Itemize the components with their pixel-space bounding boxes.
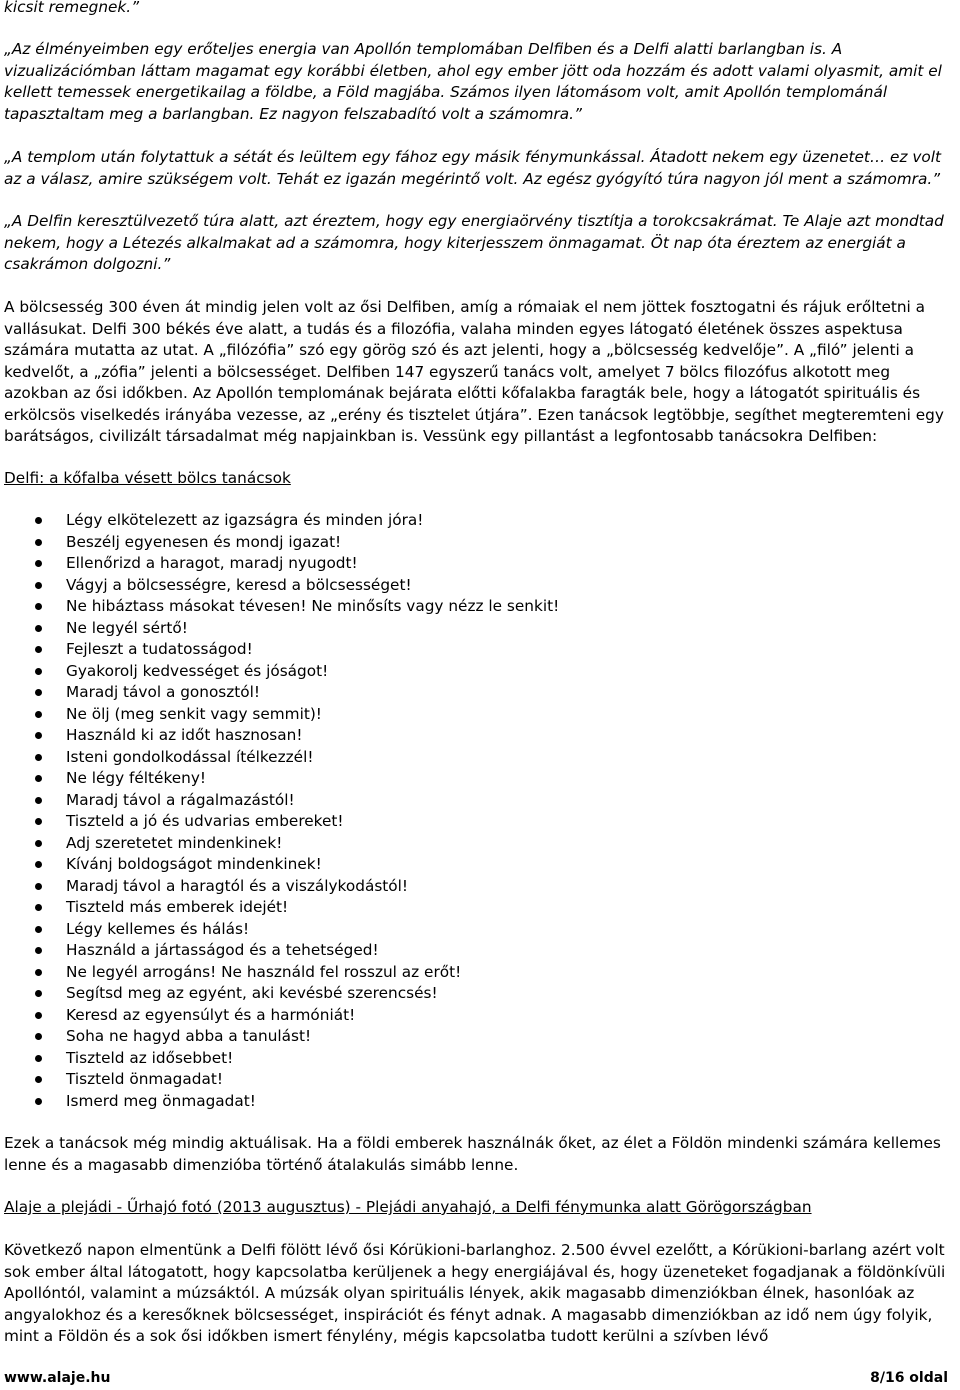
list-item: Ne hibáztass másokat tévesen! Ne minősíts vagy nézz le senkit! bbox=[4, 596, 904, 618]
bullet-icon bbox=[35, 947, 42, 954]
bullet-icon bbox=[35, 1055, 42, 1062]
bullet-icon bbox=[35, 711, 42, 718]
footer-site: www.alaje.hu bbox=[4, 1370, 111, 1386]
list-item: Légy kellemes és hálás! bbox=[4, 919, 904, 941]
list-item: Beszélj egyenesen és mondj igazat! bbox=[4, 532, 904, 554]
bullet-icon bbox=[35, 797, 42, 804]
bullet-icon bbox=[35, 603, 42, 610]
list-item: Használd a jártasságod és a tehetséged! bbox=[4, 940, 904, 962]
bullet-icon bbox=[35, 668, 42, 675]
bullet-icon bbox=[35, 1012, 42, 1019]
list-item: Használd ki az időt hasznosan! bbox=[4, 725, 904, 747]
page-footer bbox=[4, 1368, 948, 1390]
list-item: Tiszteld önmagadat! bbox=[4, 1069, 904, 1091]
section-heading-delfi-advice: Delfi: a kőfalba vésett bölcs tanácsok bbox=[4, 469, 291, 487]
bullet-icon bbox=[35, 926, 42, 933]
advice-list bbox=[4, 510, 904, 1112]
paragraph-testimonial-temple: „A templom után folytattuk a sétát és leültem egy fához egy másik fénymunkással. Átadott nekem egy üzenetet… ez volt az a válasz, amire szükségem volt. Tehát ez igazán megérintő volt. Az egész gyógyító túra nagyon jól ment a számomra.” bbox=[4, 148, 942, 188]
bullet-icon bbox=[35, 1076, 42, 1083]
list-item: Adj szeretetet mindenkinek! bbox=[4, 833, 904, 855]
paragraph-current-advice: Ezek a tanácsok még mindig aktuálisak. Ha a földi emberek használnák őket, az élet a Földön mindenki számára kellemes lenne és a magasabb dimenzióba történő átalakulás simább lenne. bbox=[4, 1134, 941, 1174]
list-item: Isteni gondolkodással ítélkezzél! bbox=[4, 747, 904, 769]
bullet-icon bbox=[35, 904, 42, 911]
list-item: Ne légy féltékeny! bbox=[4, 768, 904, 790]
bullet-icon bbox=[35, 861, 42, 868]
bullet-icon bbox=[35, 883, 42, 890]
bullet-icon bbox=[35, 646, 42, 653]
list-item: Tiszteld más emberek idejét! bbox=[4, 897, 904, 919]
paragraph-wisdom: A bölcsesség 300 éven át mindig jelen volt az ősi Delfiben, amíg a rómaiak el nem jöttek fosztogatni és rájuk erőltetni a vallásukat. Delfi 300 békés éve alatt, a tudás és a filozófia, valaha minden egyes látogató életének összes aspektusa számára mutatta az utat. A „filózófia” szó egy görög szó és azt jelenti, hogy a „bölcsesség kedvelője”. A „filó” jelenti a kedvelőt, a „zófia” jelenti a bölcsességet. Delfiben 147 egyszerű tanács volt, amelyet 7 bölcs filozófus alkotott meg azokban az ősi időkben. Az Apollón templomának bejárata előtti kőfalakba faragták bele, hogy a látogatót spirituális és erkölcsös viselkedés irányába vezesse, az „erény és tisztelet útjára”. Ezen tanácsok legtöbbje, segíthet megteremteni egy barátságos, civilizált társadalmat még napjainkban is. Vessünk egy pillantást a legfontosabb tanácsokra Delfiben: bbox=[4, 298, 944, 445]
list-item: Gyakorolj kedvességet és jóságot! bbox=[4, 661, 904, 683]
list-item: Ne ölj (meg senkit vagy semmit)! bbox=[4, 704, 904, 726]
list-item: Légy elkötelezett az igazságra és minden jóra! bbox=[4, 510, 904, 532]
list-item: Segítsd meg az egyént, aki kevésbé szerencsés! bbox=[4, 983, 904, 1005]
list-item: Tiszteld a jó és udvarias embereket! bbox=[4, 811, 904, 833]
bullet-icon bbox=[35, 732, 42, 739]
list-item: Tiszteld az idősebbet! bbox=[4, 1048, 904, 1070]
list-item: Maradj távol a haragtól és a viszálykodástól! bbox=[4, 876, 904, 898]
list-item: Kívánj boldogságot mindenkinek! bbox=[4, 854, 904, 876]
bullet-icon bbox=[35, 818, 42, 825]
bullet-icon bbox=[35, 969, 42, 976]
list-item: Fejleszt a tudatosságod! bbox=[4, 639, 904, 661]
bullet-icon bbox=[35, 560, 42, 567]
list-item: Ne legyél arrogáns! Ne használd fel rosszul az erőt! bbox=[4, 962, 904, 984]
bullet-icon bbox=[35, 1033, 42, 1040]
bullet-icon bbox=[35, 990, 42, 997]
list-item: Soha ne hagyd abba a tanulást! bbox=[4, 1026, 904, 1048]
bullet-icon bbox=[35, 840, 42, 847]
bullet-icon bbox=[35, 689, 42, 696]
list-item: Maradj távol a rágalmazástól! bbox=[4, 790, 904, 812]
paragraph-testimonial-end: kicsit remegnek.” bbox=[4, 0, 140, 16]
bullet-icon bbox=[35, 582, 42, 589]
bullet-icon bbox=[35, 754, 42, 761]
footer-page-number: 8/16 oldal bbox=[870, 1370, 948, 1386]
section-heading-spaceship: Alaje a plejádi - Űrhajó fotó (2013 augusztus) - Plejádi anyahajó, a Delfi fénymunka alatt Görögországban bbox=[4, 1198, 812, 1216]
paragraph-testimonial-apollo: „Az élményeimben egy erőteljes energia van Apollón templomában Delfiben és a Delfi alatti barlangban is. A vizualizációmban láttam magamat egy korábbi életben, ahol egy ember jött oda hozzám és adott valami olyasmit, amit el kellett temessek energetikailag a földbe, a Föld magjába. Számos ilyen látomásom volt, amit Apollón templománál tapasztaltam meg a barlangban. Ez nagyon felszabadító volt a számomra.” bbox=[4, 40, 942, 123]
bullet-icon bbox=[35, 1098, 42, 1105]
paragraph-cave: Következő napon elmentünk a Delfi fölött lévő ősi Kórükioni-barlanghoz. 2.500 évvel ezelőtt, a Kórükioni-barlang azért volt sok ember által látogatott, hogy kapcsolatba kerüljenek a hegy energiájával és, hogy üzeneteket fogadjanak a földönkívüli Apollóntól, valamint a múzsáktól. A múzsák olyan spirituális lények, akik magasabb dimenziókban élnek, hasonlóak az angyalokhoz és a keresőknek bölcsességet, inspirációt és fényt adnak. A magasabb dimenziókban az idő nem úgy folyik, mint a Földön és a sok ősi időkben ismert fénylény, mégis kapcsolatba tudott kerülni a szívben lévő bbox=[4, 1241, 946, 1345]
list-item: Ismerd meg önmagadat! bbox=[4, 1091, 904, 1113]
list-item: Maradj távol a gonosztól! bbox=[4, 682, 904, 704]
bullet-icon bbox=[35, 539, 42, 546]
bullet-icon bbox=[35, 625, 42, 632]
list-item: Keresd az egyensúlyt és a harmóniát! bbox=[4, 1005, 904, 1027]
bullet-icon bbox=[35, 775, 42, 782]
list-item: Ellenőrizd a haragot, maradj nyugodt! bbox=[4, 553, 904, 575]
paragraph-testimonial-delfi: „A Delfin keresztülvezető túra alatt, azt éreztem, hogy egy energiaörvény tisztítja a torokcsakrámat. Te Alaje azt mondtad nekem, hogy a Létezés alkalmakat ad a számomra, hogy kiterjesszem önmagamat. Öt nap óta éreztem az energiát a csakrámon dolgozni.” bbox=[4, 212, 944, 273]
bullet-icon bbox=[35, 517, 42, 524]
list-item: Ne legyél sértő! bbox=[4, 618, 904, 640]
list-item: Vágyj a bölcsességre, keresd a bölcsességet! bbox=[4, 575, 904, 597]
